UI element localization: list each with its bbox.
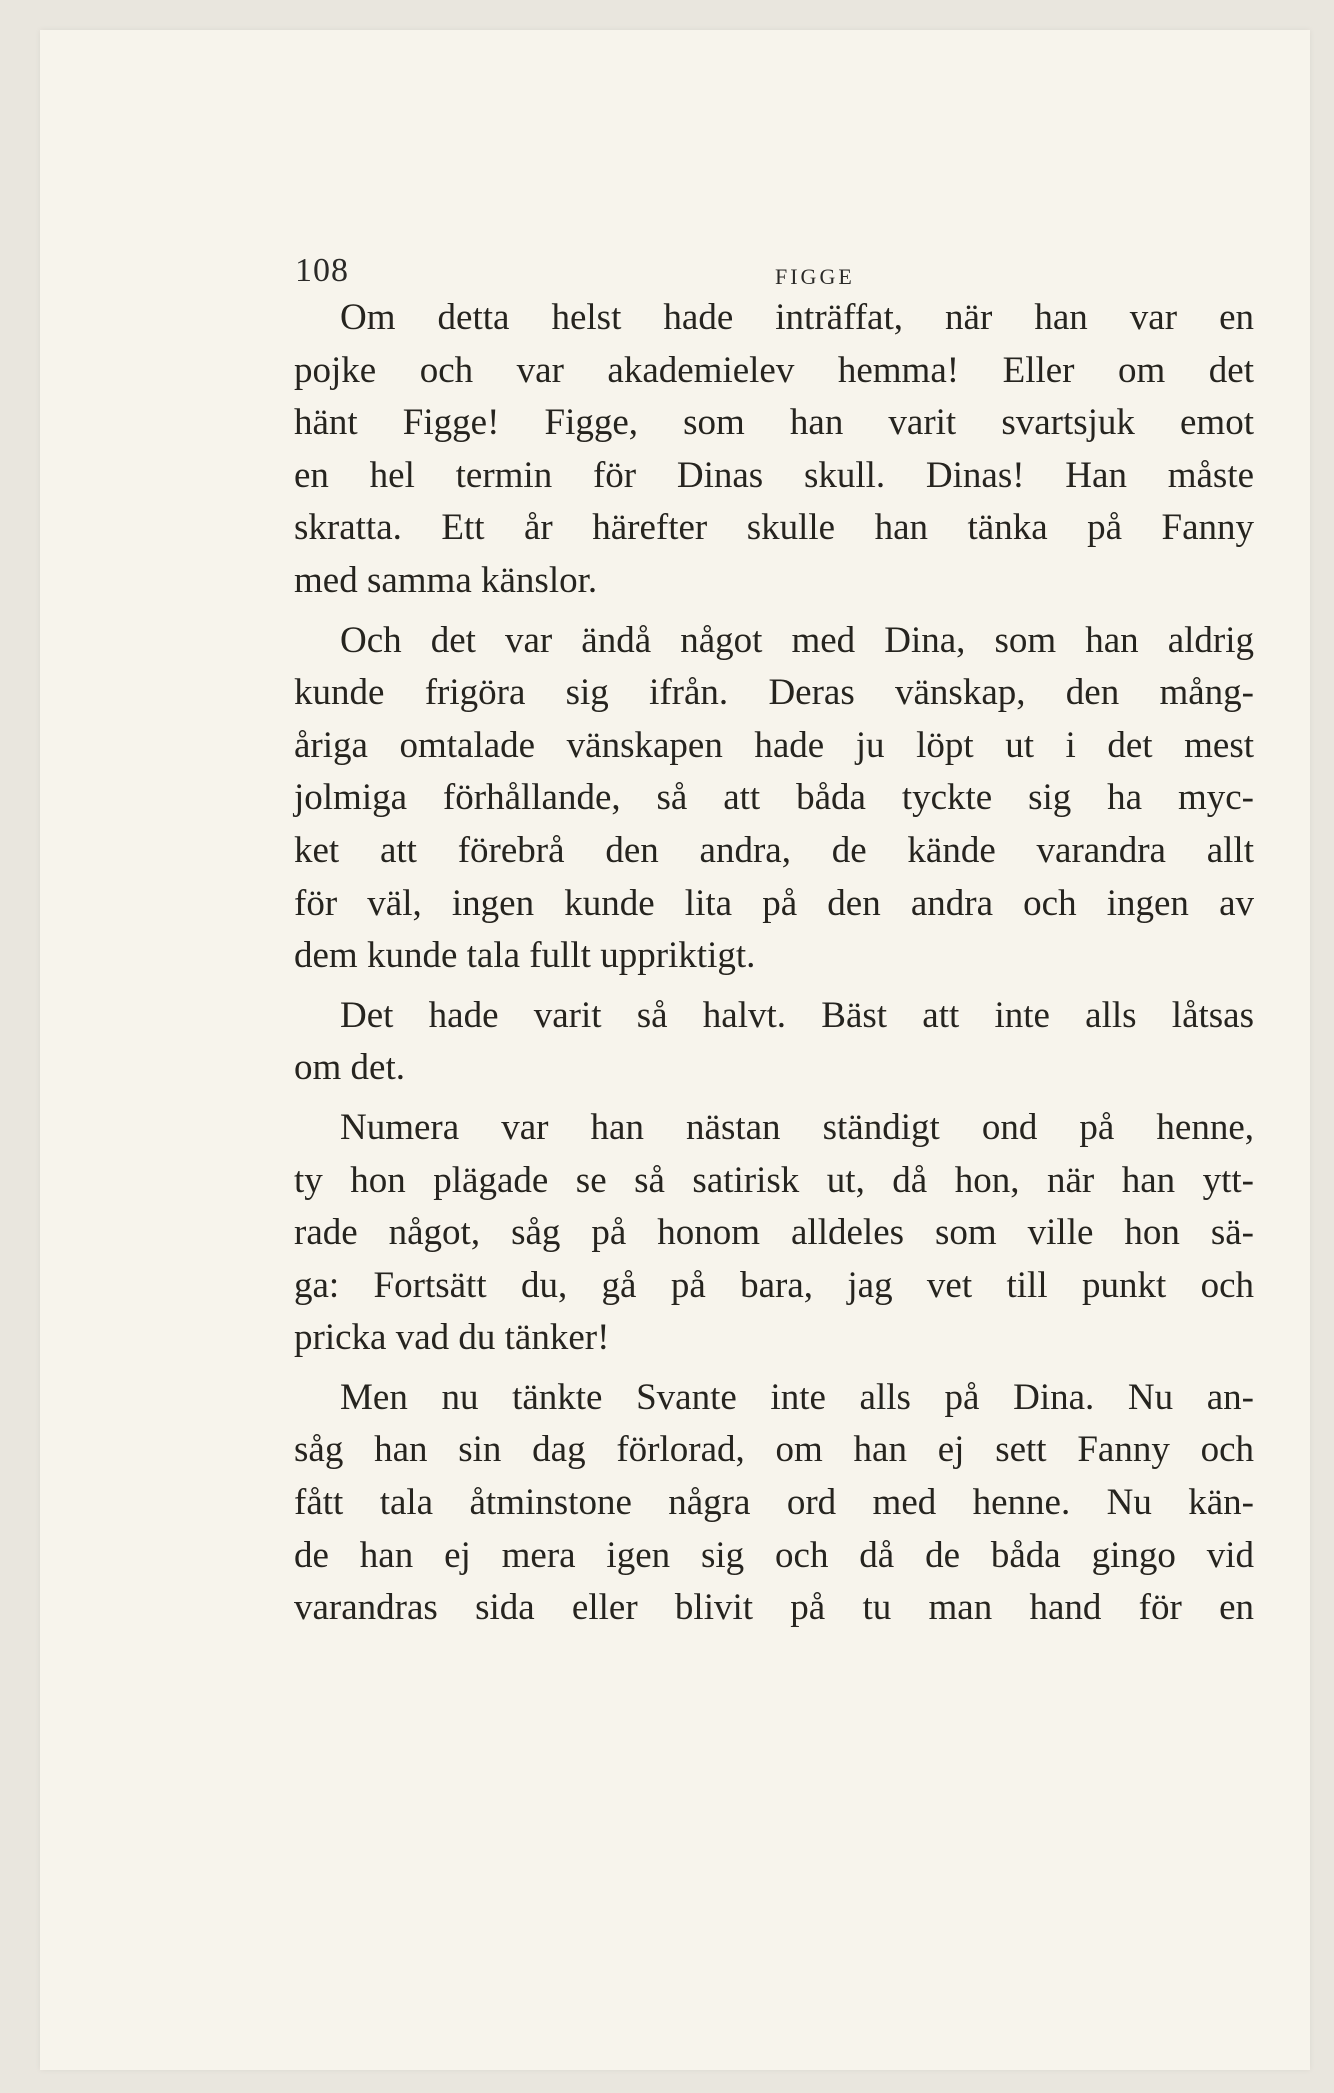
text-line: de han ej mera igen sig och då de båda gingo vid [294,1534,1254,1576]
text-line: jolmiga förhållande, så att båda tyckte sig ha myc- [294,777,1254,819]
text-line: kunde frigöra sig ifrån. Deras vänskap, den mång- [294,672,1254,714]
text-line: ty hon plägade se så satirisk ut, då hon, när han ytt- [294,1159,1254,1201]
text-line: Och det var ändå något med Dina, som han aldrig [340,619,1254,661]
text-line: en hel termin för Dinas skull. Dinas! Han måste [294,454,1254,496]
text-line: åriga omtalade vänskapen hade ju löpt ut i det mest [294,724,1254,766]
running-head [295,252,1315,292]
paragraph-3 [294,990,1254,1095]
text-line: rade något, såg på honom alldeles som ville hon sä- [294,1212,1254,1254]
text-line: skratta. Ett år härefter skulle han tänka på Fanny [294,507,1254,549]
text-line: om det. [294,1047,405,1089]
text-line: hänt Figge! Figge, som han varit svartsjuk emot [294,402,1254,444]
text-line: med samma känslor. [294,559,598,601]
text-line: ga: Fortsätt du, gå på bara, jag vet till punkt och [294,1264,1254,1306]
text-line: pojke och var akademielev hemma! Eller om det [294,349,1254,391]
body-text [294,292,1254,1642]
text-line: Om detta helst hade inträffat, när han var en [340,297,1254,338]
text-line: Numera var han nästan ständigt ond på henne, [340,1106,1254,1148]
paragraph-4 [294,1102,1254,1365]
text-line: fått tala åtminstone några ord med henne. Nu kän- [294,1482,1254,1524]
paragraph-5 [294,1372,1254,1635]
text-line: Det hade varit så halvt. Bäst att inte alls låtsas [340,994,1254,1036]
running-title: FIGGE [775,264,855,289]
text-line: pricka vad du tänker! [294,1317,610,1359]
text-line: för väl, ingen kunde lita på den andra och ingen av [294,882,1254,924]
paragraph-1 [294,292,1254,608]
text-line: Men nu tänkte Svante inte alls på Dina. Nu an- [340,1376,1254,1418]
text-line: såg han sin dag förlorad, om han ej sett Fanny och [294,1429,1254,1471]
page-number: 108 [295,252,349,289]
paragraph-2 [294,615,1254,983]
text-line: varandras sida eller blivit på tu man hand för en [294,1587,1254,1629]
text-line: dem kunde tala fullt uppriktigt. [294,935,756,977]
text-line: ket att förebrå den andra, de kände varandra allt [294,829,1254,871]
